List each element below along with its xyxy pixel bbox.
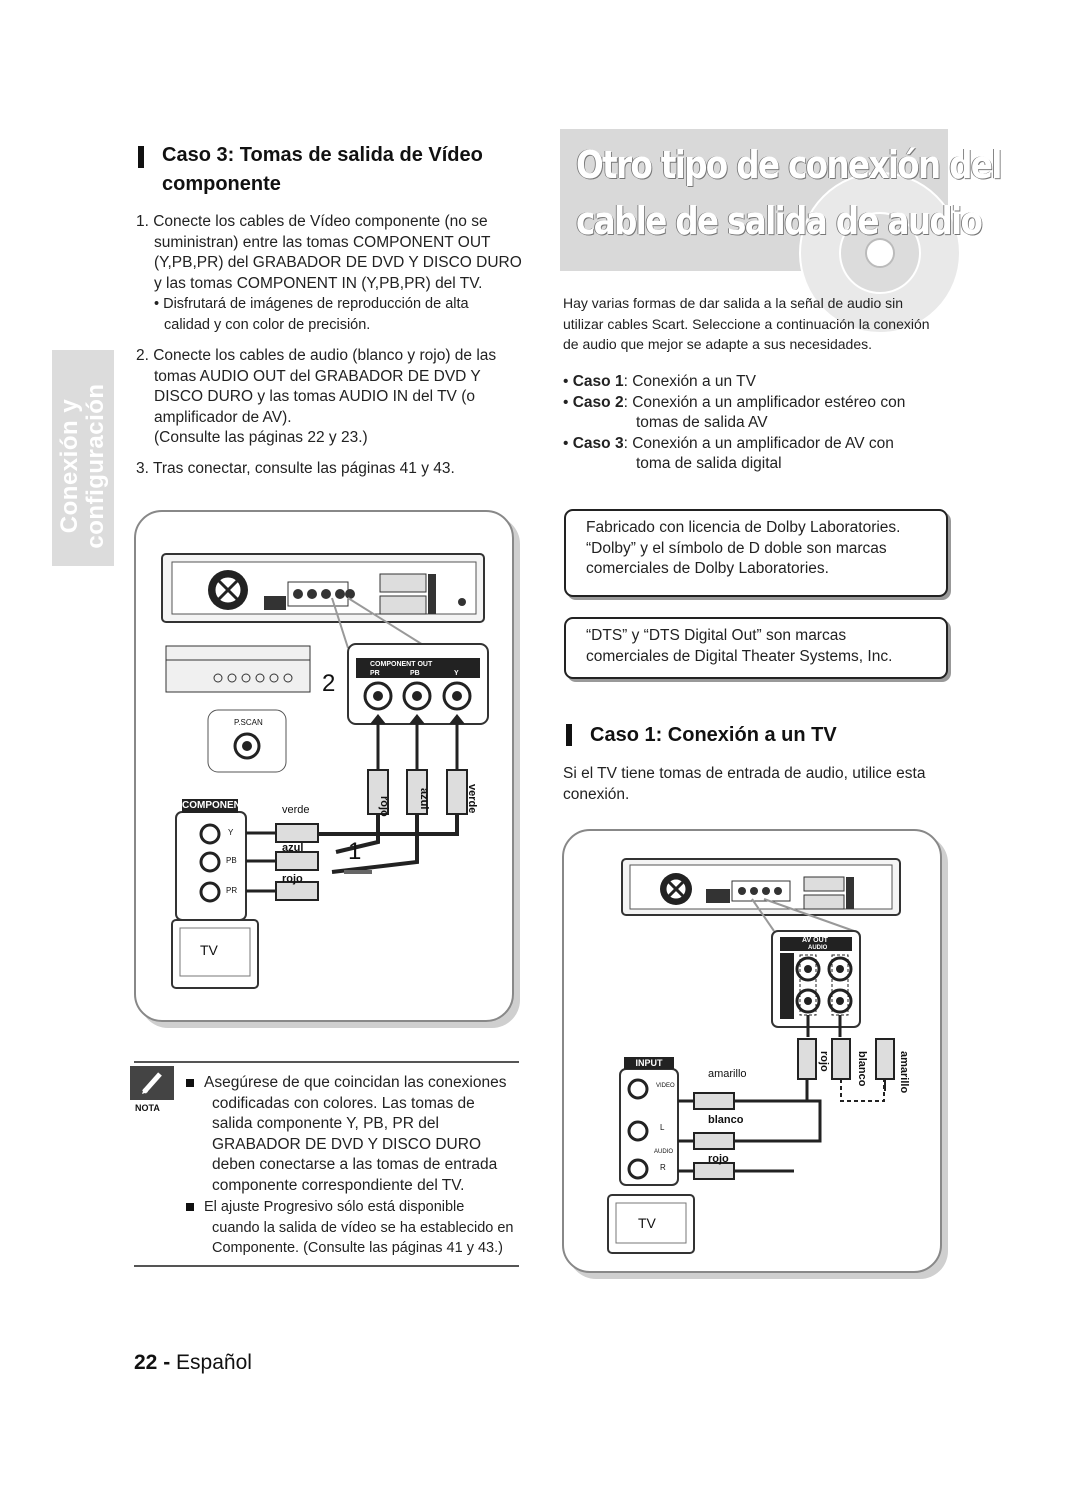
tv-audio-diagram-art — [564, 831, 940, 1271]
audio-label: AUDIO — [808, 945, 828, 951]
caso1-heading: Caso 1: Conexión a un TV — [590, 724, 837, 746]
cable-label: amarillo — [708, 1068, 747, 1080]
video-label: VIDEO — [656, 1083, 675, 1089]
intro-line: utilizar cables Scart. Seleccione a continuación la conexión — [563, 315, 930, 332]
note-pencil-icon — [130, 1066, 174, 1100]
side-tab-label — [57, 373, 109, 559]
caso3-heading — [162, 141, 483, 199]
intro-paragraph — [563, 293, 953, 355]
cable-label: verde — [282, 804, 310, 816]
caso3-steps — [136, 212, 526, 479]
tv-port-label: PR — [226, 886, 238, 895]
case-text-cont: tomas de salida AV — [636, 414, 768, 431]
note-line: salida componente Y, PB, PR del — [212, 1115, 439, 1132]
caso1-paragraph — [563, 764, 953, 805]
port-label: Y — [454, 670, 459, 677]
case-label: Caso 2 — [572, 393, 624, 411]
cases-list — [563, 372, 953, 475]
note-line: cuando la salida de vídeo se ha establecido en — [212, 1219, 514, 1236]
section-side-tab — [52, 350, 114, 566]
case-item: • Caso 3: Conexión a un amplificador de AV con — [563, 434, 894, 452]
av-out-label: AV OUT — [802, 937, 828, 944]
step1-line: 1. Conecte los cables de Vídeo componente (no se — [136, 213, 488, 230]
note-item-2 — [186, 1197, 526, 1259]
caso1-line: conexión. — [563, 785, 630, 803]
step-number: 1 — [348, 838, 362, 865]
note-line: GRABADOR DE DVD Y DISCO DURO — [212, 1135, 482, 1153]
case-label: Caso 3 — [572, 434, 624, 452]
side-tab-line2: configuración — [82, 383, 109, 549]
note-line: El ajuste Progresivo sólo está disponible — [204, 1199, 465, 1215]
tv-port-label: PB — [226, 856, 237, 865]
case-text-cont: toma de salida digital — [636, 455, 782, 472]
cable-label: blanco — [856, 1051, 868, 1087]
pscan-label: P.SCAN — [234, 718, 263, 727]
step2-line: (Consulte las páginas 22 y 23.) — [154, 429, 368, 446]
note-line: deben conectarse a las tomas de entrada — [212, 1156, 498, 1173]
step-number: 2 — [322, 670, 336, 697]
page-number: 22 — [134, 1351, 158, 1374]
dolby-line: comerciales de Dolby Laboratories. — [586, 560, 829, 577]
step2-line: DISCO DURO y las tomas AUDIO IN del TV (o — [154, 388, 475, 405]
step1-sub-line: • Disfrutará de imágenes de reproducción de alta — [154, 296, 469, 312]
intro-line: Hay varias formas de dar salida a la señal de audio sin — [563, 295, 904, 311]
cable-label: rojo — [818, 1051, 830, 1072]
section-title-line1: Otro tipo de conexión del — [576, 143, 1001, 187]
case-text: : Conexión a un amplificador de AV con — [623, 434, 894, 452]
step2-line: 2. Conecte los cables de audio (blanco y rojo) de las — [136, 347, 497, 364]
cable-label: blanco — [708, 1114, 744, 1126]
note-line: Asegúrese de que coincidan las conexiones — [204, 1074, 507, 1091]
audio-small-label: AUDIO — [654, 1149, 674, 1155]
dts-notice — [564, 617, 948, 679]
step1-sub-line: calidad y con color de precisión. — [164, 316, 371, 333]
tv-label: TV — [200, 942, 218, 958]
input-badge: INPUT — [624, 1057, 674, 1069]
step1-line: y las tomas COMPONENT IN (Y,PB,PR) del TV. — [154, 274, 483, 292]
note-label: NOTA — [135, 1103, 160, 1113]
note-line: componente correspondiente del TV. — [212, 1176, 465, 1194]
step1-line: (Y,PB,PR) del GRABADOR DE DVD Y DISCO DURO — [154, 254, 522, 271]
section-title-banner — [560, 129, 1001, 271]
side-tab-line1: Conexión y — [56, 398, 83, 534]
footer-language: Español — [176, 1351, 252, 1374]
page-footer — [134, 1349, 252, 1377]
case-item: • Caso 1: Conexión a un TV — [563, 373, 756, 390]
section-title — [576, 137, 1001, 249]
component-badge: COMPONENT — [182, 800, 247, 811]
tv-port-label: Y — [228, 828, 234, 837]
note-bottom-rule — [134, 1265, 519, 1267]
channel-label: L — [660, 1123, 665, 1132]
component-out-label: COMPONENT OUT — [370, 661, 433, 668]
caso1-line: Si el TV tiene tomas de entrada de audio, utilice esta — [563, 765, 926, 782]
step2-line: tomas AUDIO OUT del GRABADOR DE DVD Y — [154, 367, 481, 385]
port-label: PB — [410, 670, 420, 677]
footer-separator: - — [163, 1351, 171, 1374]
cable-label: rojo — [282, 873, 303, 885]
step3-line: 3. Tras conectar, consulte las páginas 41 y 43. — [136, 459, 455, 477]
intro-line: de audio que mejor se adapte a sus necesidades. — [563, 336, 872, 352]
step2-line: amplificador de AV). — [154, 408, 292, 426]
heading-marker — [138, 146, 144, 168]
tv-audio-connection-diagram — [562, 829, 942, 1273]
caso3-heading-line1: Caso 3: Tomas de salida de Vídeo — [162, 144, 483, 166]
cable-label: azul — [282, 842, 304, 854]
dolby-line: Fabricado con licencia de Dolby Laboratories. — [586, 519, 901, 536]
case-text: : Conexión a un TV — [623, 373, 756, 390]
component-diagram-art — [136, 512, 512, 1020]
dolby-notice — [564, 509, 948, 597]
cable-label: rojo — [378, 796, 390, 817]
dts-line: “DTS” y “DTS Digital Out” son marcas — [586, 627, 847, 644]
case-item: • Caso 2: Conexión a un amplificador estéreo con — [563, 393, 906, 411]
cable-label: rojo — [708, 1153, 729, 1165]
dolby-line: “Dolby” y el símbolo de D doble son marcas — [586, 539, 887, 557]
cable-label: azul — [418, 788, 430, 810]
note-line: Componente. (Consulte las páginas 41 y 43.) — [212, 1240, 503, 1256]
tv-label: TV — [638, 1215, 656, 1231]
note-item-1 — [186, 1073, 516, 1196]
case-label: Caso 1 — [572, 373, 624, 390]
heading-marker — [566, 724, 572, 746]
cable-label: verde — [466, 784, 478, 814]
dts-line: comerciales de Digital Theater Systems, Inc. — [586, 647, 893, 665]
channel-label: R — [660, 1163, 666, 1172]
note-line: codificadas con colores. Las tomas de — [212, 1094, 475, 1112]
caso3-heading-line2: componente — [162, 173, 281, 195]
step1-line: suministran) entre las tomas COMPONENT OUT — [154, 233, 491, 251]
cable-label: amarillo — [898, 1051, 910, 1094]
section-title-line2: cable de salida de audio — [576, 199, 982, 243]
component-connection-diagram — [134, 510, 514, 1022]
note-top-rule — [134, 1061, 519, 1063]
port-label: PR — [370, 670, 380, 677]
case-text: : Conexión a un amplificador estéreo con — [623, 393, 906, 411]
